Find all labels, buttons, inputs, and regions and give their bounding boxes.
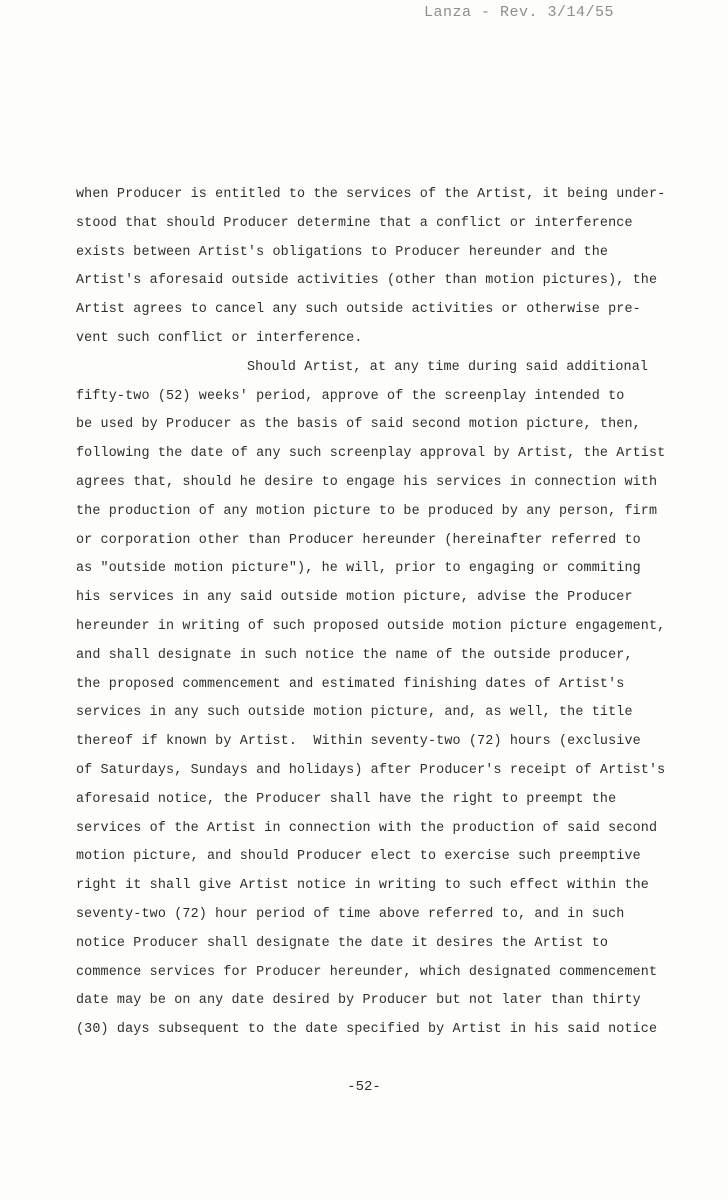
text-line: motion picture, and should Producer elect to exercise such preemptive: [76, 849, 641, 865]
text-line: the production of any motion picture to be produced by any person, firm: [76, 503, 658, 519]
text-line: notice Producer shall designate the date it desires the Artist to: [76, 935, 609, 951]
body-text: [76, 181, 686, 1045]
text-line: hereunder in writing of such proposed outside motion picture engagement,: [76, 618, 666, 634]
text-line: his services in any said outside motion picture, advise the Producer: [76, 590, 633, 606]
text-line: aforesaid notice, the Producer shall have the right to preempt the: [76, 791, 617, 807]
text-line: agrees that, should he desire to engage his services in connection with: [76, 474, 658, 490]
text-line: (30) days subsequent to the date specified by Artist in his said notice: [76, 1022, 658, 1038]
text-line: stood that should Producer determine that a conflict or interference: [76, 215, 633, 231]
text-line: the proposed commencement and estimated finishing dates of Artist's: [76, 676, 625, 692]
text-line: Artist agrees to cancel any such outside activities or otherwise pre-: [76, 302, 641, 318]
text-line: right it shall give Artist notice in writing to such effect within the: [76, 878, 649, 894]
text-line: of Saturdays, Sundays and holidays) after Producer's receipt of Artist's: [76, 762, 666, 778]
text-line: or corporation other than Producer hereunder (hereinafter referred to: [76, 532, 641, 548]
text-line: commence services for Producer hereunder, which designated commencement: [76, 964, 658, 980]
text-line: Artist's aforesaid outside activities (other than motion pictures), the: [76, 273, 658, 289]
text-line: thereof if known by Artist. Within seventy-two (72) hours (exclusive: [76, 734, 641, 750]
text-line: when Producer is entitled to the services of the Artist, it being under-: [76, 187, 666, 202]
text-line: fifty-two (52) weeks' period, approve of the screenplay intended to: [76, 388, 625, 404]
header-revision-ref: Lanza - Rev. 3/14/55: [424, 4, 615, 21]
text-line: services in any such outside motion picture, and, as well, the title: [76, 705, 633, 721]
text-line: as "outside motion picture"), he will, prior to engaging or commiting: [76, 561, 641, 577]
text-line: exists between Artist's obligations to Producer hereunder and the: [76, 244, 609, 260]
text-line: date may be on any date desired by Producer but not later than thirty: [76, 993, 641, 1009]
text-line: seventy-two (72) hour period of time above referred to, and in such: [76, 906, 625, 922]
text-line: be used by Producer as the basis of said second motion picture, then,: [76, 417, 641, 433]
paragraph-start-line: Should Artist, at any time during said additional: [247, 359, 649, 375]
text-line: services of the Artist in connection with the production of said second: [76, 820, 658, 836]
text-line: following the date of any such screenplay approval by Artist, the Artist: [76, 446, 666, 462]
text-line: and shall designate in such notice the name of the outside producer,: [76, 647, 633, 663]
page-number: -52-: [347, 1079, 381, 1095]
text-line: vent such conflict or interference.: [76, 330, 363, 346]
